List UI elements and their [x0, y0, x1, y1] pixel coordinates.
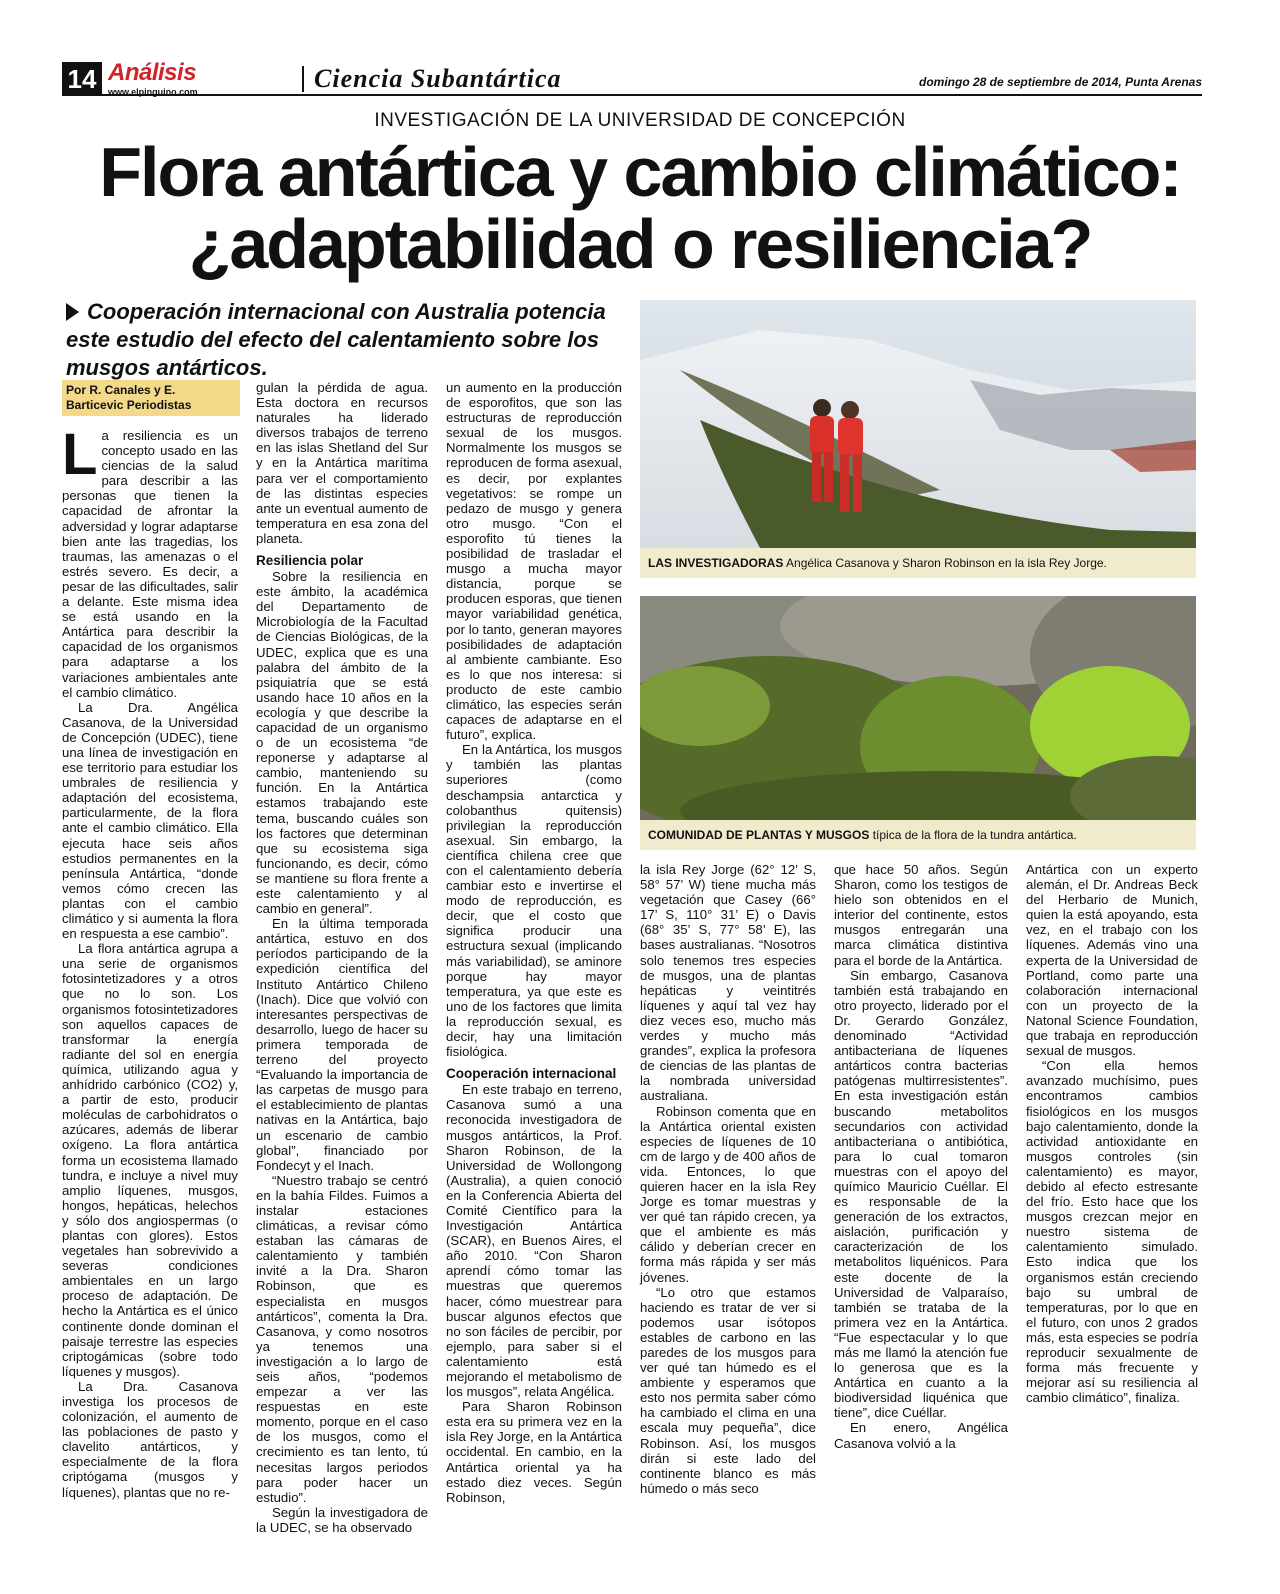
logo-url: www.elpinguino.com [108, 87, 198, 97]
dateline: domingo 28 de septiembre de 2014, Punta Arenas [919, 75, 1202, 89]
paragraph [62, 422, 238, 700]
paragraph: un aumento en la producción de esporofitos, que son las estructuras de reproducción sexual de los musgos. Normalmente los musgos se reproducen de forma asexual, es decir, por explantes vegetativos: se rompe un pedazo de musgo y genera otro musgo. “Con el esporofito tú tienes la posibilidad de trasladar el musgo a mucha mayor distancia, porque se producen esporas, que tienen mayor variabilidad genética, por lo tanto, generan mayores posibilidades de adaptación al ambiente cambiante. Eso es lo que nos interesa: si producto de este cambio climático, las especies serán capaces de adaptarse en el futuro”, explica. [446, 380, 622, 743]
paragraph: En la última temporada antártica, estuvo en dos períodos participando de la expedición científica del Instituto Antártico Chileno (Inach). Dice que volvió con interesantes perspectivas de desarrollo, luego de hacer su primera temporada de terreno del proyecto “Evaluando la importancia de las carpetas de musgo para el establecimiento de plantas nativas en la Antártica, bajo un escenario de cambio global”, financiado por Fondecyt y el Inach. [256, 916, 428, 1173]
paragraph: La flora antártica agrupa a una serie de organismos fotosintetizadores y a otros que no lo son. Los organismos fotosintetizadores son aquellos capaces de transformar la energía radiante del sol en energía química, utilizando agua y anhídrido carbónico (CO2) y, a partir de esto, producir moléculas de carbohidratos o azúcares, además de liberar oxígeno. La flora antártica forma un ecosistema llamado tundra, e incluye a nivel muy amplio líquenes, musgos, hongos, hepáticas, helechos y sólo dos angiospermas (o plantas con glores). Estos vegetales han sobrevivido a severas condiciones ambientales en un largo proceso de adaptación. De hecho la Antártica es el único continente donde dominan el paisaje terrestre las especies criptogámicas (sobre todo líquenes y musgos). [62, 941, 238, 1379]
paragraph: Robinson comenta que en la Antártica oriental existen especies de líquenes de 10 cm de largo y de 400 años de vida. Entonces, lo que quieren hacer en la isla Rey Jorge es tomar muestras y ver qué tan rápido crecen, ya que el ambiente es más cálido y deberían crecer en forma más rápida y ser más jóvenes. [640, 1103, 816, 1285]
paragraph: En este trabajo en terreno, Casanova sumó a una reconocida investigadora de musgos antárticos, la Prof. Sharon Robinson, de la Universidad de Wollongong (Australia), a quien conoció en la Conferencia Abierta del Comité Científico para la Investigación Antártica (SCAR), en Buenos Aires, el año 2010. “Con Sharon aprendí cómo tomar las muestras que queremos hacer, cómo muestrear para buscar algunos efectos que no son fáciles de percibir, por ejemplo, para saber si el calentamiento está mejorando el metabolismo de los musgos”, relata Angélica. [446, 1082, 622, 1400]
paragraph-text: a resiliencia es un concepto usado en las ciencias de la salud para describir a las personas que tienen la capacidad de afrontar la adversidad y lograr adaptarse bien ante las tragedias, los traumas, las amenazas o el estrés severo. Es decir, a pesar de las dificultades, salir a delante. Este misma idea se está usando en la Antártica para describir la capacidad de los organismos para adaptarse a los variaciones ambientales ante el cambio climático. [62, 428, 238, 700]
photo-researchers-image [640, 300, 1196, 548]
article-column-1 [62, 422, 238, 1500]
publication-logo[interactable] [108, 60, 198, 97]
triangle-bullet-icon [66, 303, 79, 321]
article-column-5 [834, 862, 1008, 1451]
article-column-3 [446, 380, 622, 1505]
paragraph: Sin embargo, Casanova también está trabajando en otro proyecto, liderado por el Dr. Gerardo González, denominado “Actividad antibacteriana de líquenes antárticos contra bacterias patógenas multirresistentes”. En esta investigación están buscando metabolitos secundarios con actividad antibacteriana o antibiótica, para lo cual tomaron muestras con el apoyo del químico Mauricio Cuéllar. El es responsable de la generación de los extractos, aislación, purificación y caracterización de los metabolitos liquénicos. Para este docente de la Universidad de Valparaíso, también se trataba de la primera vez en la Antártica. “Fue espectacular y lo que más me llamó la atención fue lo generosa que es la Antártica en cuanto a la biodiversidad liquénica que tiene”, dice Cuéllar. [834, 967, 1008, 1421]
caption-lead: LAS INVESTIGADORAS [648, 556, 784, 570]
caption-text: típica de la flora de la tundra antártica. [869, 828, 1077, 842]
paragraph: En la Antártica, los musgos y también las plantas superiores (como deschampsia antarctica y colobanthus quitensis) privilegian la reproducción asexual. Sin embargo, la científica chilena cree que con el calentamiento debería cambiar esto e invertirse el modo de reproducción, es decir, que el costo que significa producir una estructura sexual (implicando más variabilidad), se aminore porque hay mayor temperatura, ya que este es uno de los factores que limita la reproducción sexual, es decir, hay una limitación fisiológica. [446, 742, 622, 1060]
paragraph: Según la investigadora de la UDEC, se ha observado [256, 1504, 428, 1535]
paragraph: La Dra. Angélica Casanova, de la Universidad de Concepción (UDEC), tiene una línea de investigación en ese territorio para estudiar los umbrales de resiliencia y adaptación del ecosistema, particularmente, de la flora ante el cambio climático. Ella ejecuta hace seis años estudios permanentes en la península Antártica, “donde vemos cómo crecen las plantas con el cambio climático y si aumenta la flora en respuesta a ese cambio”. [62, 699, 238, 942]
article-column-6 [1026, 862, 1198, 1405]
paragraph: Para Sharon Robinson esta era su primera vez en la isla Rey Jorge, en la Antártica occidental. En cambio, en la Antártica oriental ya ha estado diez veces. Según Robinson, [446, 1399, 622, 1505]
kicker: INVESTIGACIÓN DE LA UNIVERSIDAD DE CONCEPCIÓN [374, 110, 906, 131]
paragraph: Sobre la resiliencia en este ámbito, la académica del Departamento de Microbiología de la Facultad de Ciencias Biológicas, de la UDEC, explica que es una palabra del ámbito de la psiquiatría que se está usando hace 10 años en la ecología y que describe la capacidad de un organismo o de un ecosistema “de reponerse y adaptarse al cambio, manteniendo su función. En la Antártica estamos trabajando este tema, buscando cuáles son los factores que determinan que su ecosistema siga funcionando, es decir, cómo se mantiene su flora frente a este calentamiento y al cambio en general”. [256, 569, 428, 917]
page-number: 14 [62, 62, 102, 96]
article-column-2 [256, 380, 428, 1535]
paragraph: “Con ella hemos avanzado muchísimo, pues encontramos cambios fisiológicos en los musgos bajo calentamiento, donde la actividad antioxidante en musgos controles (sin calentamiento) es mayor, debido al efecto estresante del frío. Esto hace que los musgos crezcan mejor en nuestro sistema de calentamiento simulado. Esto indica que los organismos están creciendo bajo su umbral de temperaturas, por lo que en el futuro, con unos 2 grados más, esta especies se podría reproducir sexualmente de forma más frecuente y mejorar así su resiliencia al cambio climático”, finaliza. [1026, 1058, 1198, 1406]
caption-photo-researchers [648, 556, 1188, 571]
byline: Por R. Canales y E. Barticevic Periodistas [62, 380, 240, 416]
subheading: Resiliencia polar [256, 553, 364, 569]
headline [40, 133, 1240, 283]
section-title: Ciencia Subantártica [314, 64, 562, 93]
drop-cap: L [62, 422, 98, 487]
deck-text: Cooperación internacional con Australia potencia este estudio del efecto del calentamiento sobre los musgos antárticos. [66, 299, 606, 380]
photo-moss [640, 596, 1196, 820]
photo-researchers [640, 300, 1196, 548]
caption-lead: COMUNIDAD DE PLANTAS Y MUSGOS [648, 828, 870, 842]
masthead-divider [302, 66, 304, 92]
paragraph: que hace 50 años. Según Sharon, como los testigos de hielo son obtenidos en el interior del continente, estos musgos entregarán una marca climática distintiva para el borde de la Antártica. [834, 862, 1008, 968]
caption-photo-moss [648, 828, 1188, 843]
headline-line-2: ¿adaptabilidad o resiliencia? [188, 205, 1092, 283]
paragraph: la isla Rey Jorge (62° 12’ S, 58° 57’ W) tiene mucha más vegetación que Casey (66° 17’ S, 110° 31’ E) o Davis (68° 35’ S, 77° 58’ E), las bases australianas. “Nosotros solo tenemos tres especies de musgos, una de plantas hepáticas y veintitrés líquenes y aquí tal vez hay diez veces eso, mucho más verdes y mucho más grandes”, explica la profesora de ciencias de las plantas de la nombrada universidad australiana. [640, 862, 816, 1104]
deck [66, 298, 626, 382]
paragraph: gulan la pérdida de agua. Esta doctora en recursos naturales ha liderado diversos trabajos de terreno en las islas Shetland del Sur y en la Antártica marítima para ver el comportamiento de las distintas especies ante un eventual aumento de temperatura en esa zona del planeta. [256, 380, 428, 546]
paragraph: Antártica con un experto alemán, el Dr. Andreas Beck del Herbario de Munich, quien la está apoyando, esta vez, en el trabajo con los líquenes. Además vino una experta de la Universidad de Portland, como parte una colaboración internacional con un proyecto de la Natonal Science Foundation, que trabaja en reproducción sexual de musgos. [1026, 862, 1198, 1059]
caption-text: Angélica Casanova y Sharon Robinson en la isla Rey Jorge. [783, 556, 1107, 570]
paragraph: “Nuestro trabajo se centró en la bahía Fildes. Fuimos a instalar estaciones climáticas, a revisar cómo estaban las cámaras de calentamiento y también invité a la Dra. Sharon Robinson, que es especialista en musgos antárticos”, comenta la Dra. Casanova, y como nosotros ya tenemos una investigación a lo largo de seis años, “podemos empezar a ver las respuestas en este momento, porque en el caso de los musgos, como el crecimiento es tan lento, tú necesitas largos periodos para poder hacer un estudio”. [256, 1172, 428, 1505]
article-column-4 [640, 862, 816, 1496]
paragraph: En enero, Angélica Casanova volvió a la [834, 1420, 1008, 1451]
subheading: Cooperación internacional [446, 1066, 617, 1082]
photo-moss-image [640, 596, 1196, 820]
paragraph: La Dra. Casanova investiga los procesos de colonización, el aumento de las poblaciones de pasto y clavelito antárticos, y especialmente de la flora criptógama (musgos y líquenes), plantas que no re- [62, 1378, 238, 1500]
paragraph: “Lo otro que estamos haciendo es tratar de ver si podemos usar isótopos estables de carbono en las paredes de los musgos para ver qué tan húmedo es el ambiente y esperamos que esto nos permita saber cómo ha cambiado el clima en una escala muy pequeña”, dice Robinson. Así, los musgos dirán si este lado del continente blanco es más húmedo o más seco [640, 1284, 816, 1496]
logo-wordmark: Análisis [108, 59, 197, 86]
headline-line-1: Flora antártica y cambio climático: [99, 133, 1181, 211]
masthead [62, 59, 1202, 97]
